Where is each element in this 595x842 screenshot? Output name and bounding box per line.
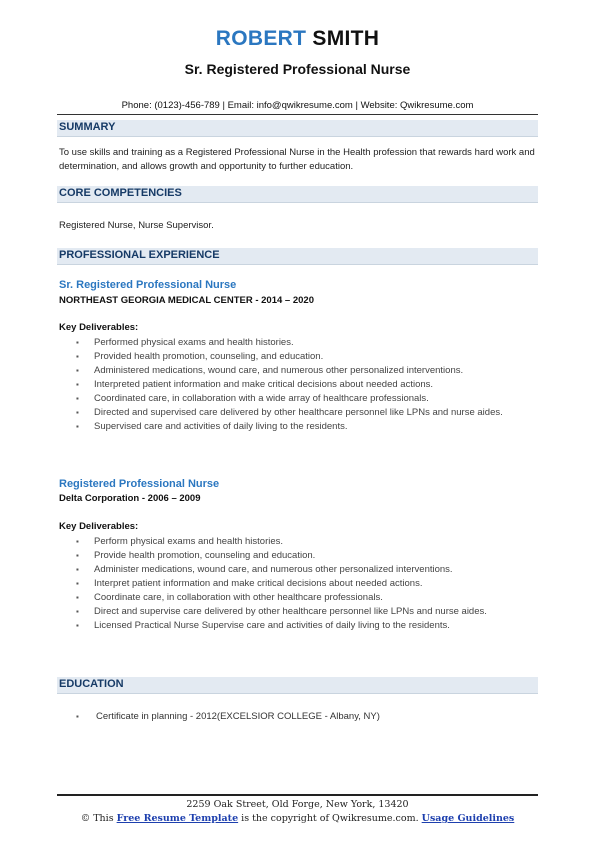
list-item: ▪ Licensed Practical Nurse Supervise care and activities of daily living to the residents. bbox=[76, 619, 538, 633]
education-text: Certificate in planning - 2012(EXCELSIOR COLLEGE - Albany, NY) bbox=[96, 711, 380, 722]
section-education bbox=[57, 677, 538, 694]
section-heading: EDUCATION bbox=[59, 678, 124, 690]
section-summary bbox=[57, 120, 538, 137]
footer-divider bbox=[57, 794, 538, 796]
list-item: ▪ Interpreted patient information and make critical decisions about needed actions. bbox=[76, 378, 538, 392]
last-name: SMITH bbox=[312, 27, 380, 50]
section-core-competencies bbox=[57, 186, 538, 203]
key-deliverables-label: Key Deliverables: bbox=[59, 521, 139, 532]
bullet-icon: ▪ bbox=[76, 712, 79, 721]
job-title-header: Sr. Registered Professional Nurse bbox=[184, 61, 411, 77]
contact-line: Phone: (0123)-456-789 | Email: info@qwikresume.com | Website: Qwikresume.com bbox=[121, 100, 474, 111]
list-item: ▪ Performed physical exams and health histories. bbox=[76, 336, 538, 350]
list-item: ▪ Coordinate care, in collaboration with other healthcare professionals. bbox=[76, 591, 538, 605]
list-item: ▪ Administered medications, wound care, and numerous other personalized interventions. bbox=[76, 364, 538, 378]
list-item: ▪ Perform physical exams and health histories. bbox=[76, 535, 538, 549]
list-item: ▪ Provided health promotion, counseling, and education. bbox=[76, 350, 538, 364]
section-professional-experience bbox=[57, 248, 538, 265]
copyright-prefix: © This bbox=[80, 813, 114, 824]
free-resume-template-link[interactable]: Free Resume Template bbox=[116, 813, 239, 824]
list-item: ▪ Direct and supervise care delivered by other healthcare personnel like LPNs and nurse aides. bbox=[76, 605, 538, 619]
copyright-middle: is the copyright of Qwikresume.com. bbox=[241, 813, 419, 824]
list-item: ▪ Supervised care and activities of daily living to the residents. bbox=[76, 420, 538, 434]
list-item: ▪ Interpret patient information and make critical decisions about needed actions. bbox=[76, 577, 538, 591]
section-heading: PROFESSIONAL EXPERIENCE bbox=[59, 249, 220, 261]
competencies-text: Registered Nurse, Nurse Supervisor. bbox=[59, 220, 214, 231]
section-heading: SUMMARY bbox=[59, 121, 116, 133]
deliverables-list bbox=[76, 535, 538, 633]
list-item: ▪ Coordinated care, in collaboration with a wide array of healthcare professionals. bbox=[76, 392, 538, 406]
footer-address: 2259 Oak Street, Old Forge, New York, 13420 bbox=[186, 799, 409, 810]
company-line: NORTHEAST GEORGIA MEDICAL CENTER - 2014 – 2020 bbox=[59, 295, 314, 306]
list-item: ▪ Provide health promotion, counseling and education. bbox=[76, 549, 538, 563]
candidate-name bbox=[0, 27, 595, 51]
summary-text: To use skills and training as a Registered Professional Nurse in the Health profession that rewards hard work and determination, and allows growth and opportunity to further education. bbox=[59, 147, 535, 172]
job-title: Registered Professional Nurse bbox=[59, 478, 220, 490]
list-item: ▪ Directed and supervised care delivered by other healthcare personnel like LPNs and nurse aides. bbox=[76, 406, 538, 420]
key-deliverables-label: Key Deliverables: bbox=[59, 322, 139, 333]
section-heading: CORE COMPETENCIES bbox=[59, 187, 182, 199]
footer-copyright bbox=[0, 813, 595, 824]
first-name: ROBERT bbox=[215, 27, 307, 50]
list-item: ▪ Administer medications, wound care, and numerous other personalized interventions. bbox=[76, 563, 538, 577]
job-title: Sr. Registered Professional Nurse bbox=[59, 279, 237, 291]
header-divider bbox=[57, 114, 538, 115]
company-line: Delta Corporation - 2006 – 2009 bbox=[59, 493, 201, 504]
usage-guidelines-link[interactable]: Usage Guidelines bbox=[421, 813, 515, 824]
deliverables-list bbox=[76, 336, 538, 434]
education-item bbox=[76, 711, 380, 722]
